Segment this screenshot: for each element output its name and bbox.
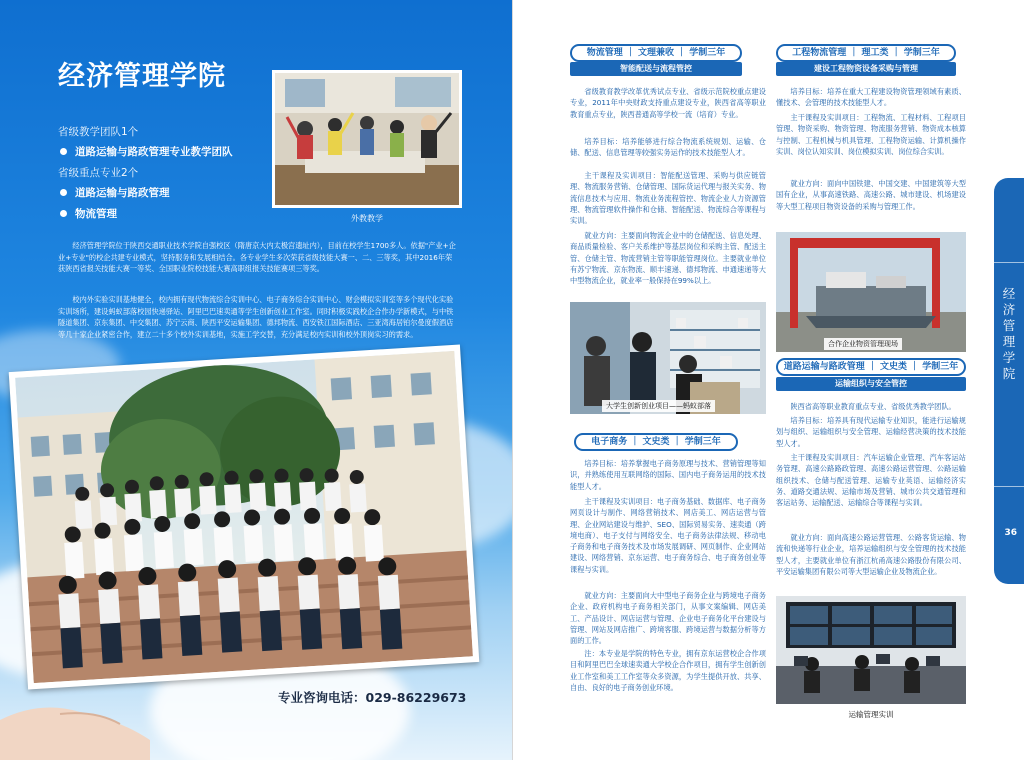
group-photo [9, 344, 480, 689]
intro-paragraph-2: 校内外实验实训基地健全，校内拥有现代物流综合实训中心、电子商务综合实训中心、财会模拟实训室等多个现代化实验实训场所，建设蚂蚁部落校园快递驿站、阿里巴巴速卖通等学生创新创业工作室。同时积极实践校企合作办学新模式，与中铁隧道集团、京东集团、中交集团、苏宁云商、陕西平安运输集团、德邦物流、西安铁江国际酒店、三亚湾海居铂尔曼度假酒店等几十家企业紧密合作，建立二十多个校外实训基地，实施工学交替，充分满足校内实训和校外顶岗实习的需求。 [58, 295, 454, 339]
bullet-icon [60, 189, 67, 196]
antnest-illustration [570, 302, 766, 414]
provincial-team-name: 道路运输与路政管理专业教学团队 [75, 146, 233, 158]
group-photo-image [15, 351, 473, 683]
ecommerce-note: 注：本专业是学院的特色专业，拥有京东运营校企合作项目和阿里巴巴全球速卖通大学校企合作项目，拥有学生创新创业工作室和美工工作室等众多资源，为学生提供开放、共享、自由、良好的电子商务创业环境。 [570, 649, 766, 692]
logistics-intro: 省级教育教学改革优秀试点专业、省级示范院校重点建设专业，2011年中央财政支持重点建设专业，陕西省高等职业教育重点专业，陕西普通高等学校一流（培育）专业。 [570, 87, 766, 119]
engineering-career: 就业方向：面向中国铁建、中国交建、中国建筑等大型国有企业，从事高速铁路、高速公路、城市建设、机场建设等大型工程项目物资设备的采购与管理工作。 [776, 179, 966, 211]
provincial-team-item [60, 144, 268, 159]
key-major-item [60, 206, 268, 221]
intro-paragraph-1: 经济管理学院位于陕西交通职业技术学院自强校区（隋唐京大内太极宫遗址内），目前在校学生1700多人。依据"产业+企业+专业"的校企共建专业模式，坚持服务和发展相结合。各专业学生多次荣获省级技能大赛一、二、三等奖，其中2016年荣获陕西省报关技能大赛一等奖、全国职业院校技能大赛高职组报关技能赛项三等奖。 [58, 241, 456, 273]
antnest-photo [570, 302, 766, 414]
ecommerce-courses: 主干课程及实训项目：电子商务基础、数据库、电子商务网页设计与制作、网络营销技术、网店美工、网店运营与管理、企业网站建设与维护、SEO、国际贸易实务、速卖通（跨境电商）、电子支付与网络安全、电子商务法律法规、移动电子商务和电子商务技术及市场发展调研、网页制作、企业网站建设、网络营销、京东运营、电子商务综合、电子商务创业等课程与实训。 [570, 497, 766, 574]
classroom-illustration [275, 73, 459, 205]
page-number: 36 [1004, 528, 1017, 538]
classroom-photo [272, 70, 462, 208]
key-major-name: 道路运输与路政管理 [75, 187, 170, 199]
ecommerce-career: 就业方向：主要面向大中型电子商务企业与跨境电子商务企业、政府机构电子商务相关部门，从事文案编辑、网店美工、产品设计、网店运营与管理、企业电子商务化平台建设与管理、网站及网店推广、跨境客服、跨境运营与数据分析等方面的工作。 [570, 591, 766, 646]
road-intro: 陕西省高等职业教育重点专业、省级优秀教学团队。 [790, 402, 956, 411]
consult-phone: 专业咨询电话：029-86229673 [278, 690, 467, 705]
side-tab-divider [994, 486, 1024, 487]
side-tab-divider [994, 262, 1024, 263]
major-subhead-logistics: 智能配送与流程管控 [570, 62, 742, 76]
ecommerce-goal: 培养目标：培养掌握电子商务原理与技术、营销管理等知识，并熟练使用互联网络的国际、国内电子商务运用的技术技能型人才。 [570, 459, 766, 491]
classroom-photo-caption: 外教教学 [351, 214, 383, 223]
logistics-courses: 主干课程及实训项目：智能配送管理、采购与供应链管理、物流服务营销、仓储管理、国际货运代理与报关实务、物流信息技术与应用、物流业务流程管控、物流企业人力资源管理、物流管理软件操作和仓储、智能配送、物流综合等课程与实训。 [570, 171, 766, 226]
bullet-icon [60, 210, 67, 217]
warehouse-photo [776, 232, 966, 352]
transport-control-caption: 运输管理实训 [848, 710, 894, 719]
warehouse-photo-caption: 合作企业物资管理现场 [824, 338, 902, 350]
side-chapter-title: 经济管理学院 [1002, 286, 1016, 381]
control-room-illustration [776, 596, 966, 704]
key-major-label: 省级重点专业2个 [58, 167, 139, 179]
road-goal: 培养目标：培养具有现代运输专业知识，能进行运输规划与组织、运输组织与安全管理、运输经营决策的技术技能型人才。 [776, 416, 966, 448]
engineering-courses: 主干课程及实训项目：工程物流、工程材料、工程项目管理、物资采购、物资管理、物流服务营销、物资成本核算与控制、工程机械与机具管理、工程物资运输、计算机操作实训、岗位认知实训、岗位模拟实训、岗位综合实训。 [776, 113, 966, 156]
shipyard-illustration [776, 232, 966, 352]
transport-control-photo [776, 596, 966, 704]
hand-illustration [0, 690, 150, 760]
provincial-team-label: 省级教学团队1个 [58, 126, 139, 138]
bullet-icon [60, 148, 67, 155]
major-pill-road: 道路运输与路政管理 ｜ 文史类 ｜ 学制三年 [776, 358, 966, 376]
honors-list [58, 118, 268, 227]
major-pill-logistics: 物流管理 ｜ 文理兼收 ｜ 学制三年 [570, 44, 742, 62]
engineering-goal: 培养目标：培养在重大工程建设物资管理领域有素质、懂技术、会管理的技术技能型人才。 [776, 87, 966, 108]
logistics-career: 就业方向：主要面向物流企业中的仓储配送、信息处理、商品质量检验、客户关系维护等基层岗位和采购主管、配送主管、仓储主管、物流营销主管等职能管理岗位。主要就业单位有苏宁物流、京东物流、顺丰速递、德邦物流、申通速递等大中型物流企业，就业率一般保持在99%以上。 [570, 231, 766, 286]
major-pill-ecommerce: 电子商务 ｜ 文史类 ｜ 学制三年 [574, 433, 738, 451]
right-page [512, 0, 1024, 760]
logistics-goal: 培养目标：培养能够进行综合物流系统规划、运输、仓储、配送、信息管理等较强实务运作的技术技能型人才。 [570, 137, 766, 158]
key-major-name: 物流管理 [75, 208, 117, 220]
road-career: 就业方向：面向高速公路运营管理、公路客货运输、物流和快递等行业企业，培养运输组织与安全管理的技术技能型人才，主要就业单位有浙江杭甬高速公路股份有限公司、平安运输集团有限公司等大型运输企业及物流企业。 [776, 533, 966, 576]
major-subhead-road: 运输组织与安全管控 [776, 377, 966, 391]
key-major-item [60, 185, 268, 200]
antnest-photo-caption: 大学生创新创业项目——蚂蚁部落 [602, 400, 715, 412]
page-spine [512, 0, 513, 760]
major-pill-engineering: 工程物流管理 ｜ 理工类 ｜ 学制三年 [776, 44, 956, 62]
classroom-photo-image [275, 73, 459, 205]
road-courses: 主干课程及实训项目：汽车运输企业管理、汽车客运站务管理、高速公路路政管理、高速公路运营管理、公路运输组织技术、仓储与配送管理、运输专业英语、运输经济实务、道路交通法规、运输市场及营销、城市公共交通管理和客运站务、运输配送、运输综合等课程与实训。 [776, 453, 966, 508]
college-title: 经济管理学院 [58, 61, 226, 92]
major-subhead-engineering: 建设工程物资设备采购与管理 [776, 62, 956, 76]
